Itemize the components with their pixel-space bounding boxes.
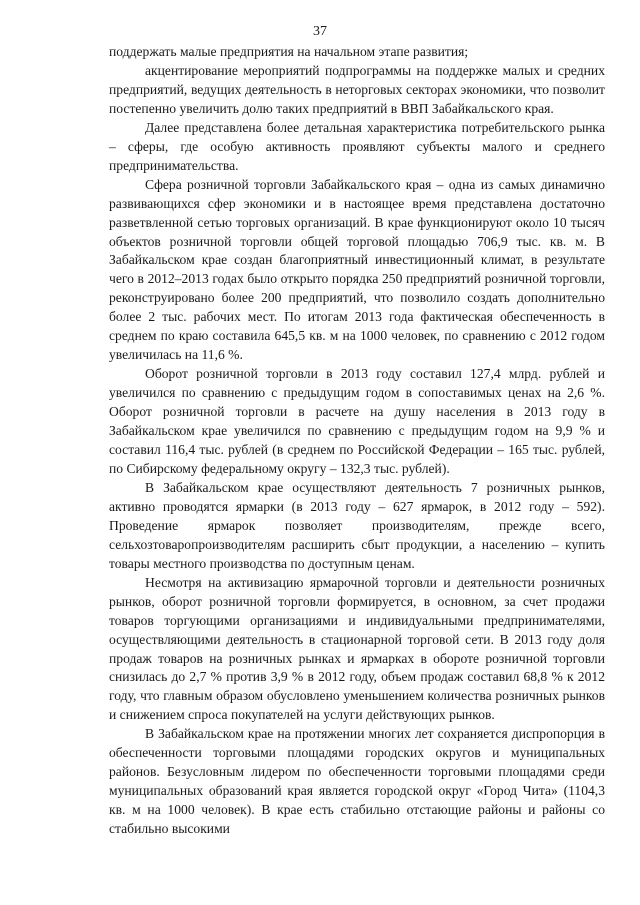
paragraph-retail-space-disproportion: В Забайкальском крае на протяжении многих лет сохраняется диспропорция в обеспеченности торговыми площадями городских округов и муниципальных районов. Безусловным лидером по обеспеченности торговыми площадями среди муниципальных образований края является городской округ «Город Чита» (1104,3 кв. м на 1000 человек). В крае есть стабильно отстающие районы и районы со стабильно высокими [109, 726, 605, 837]
paragraph-markets-fairs: В Забайкальском крае осуществляют деятельность 7 розничных рынков, активно проводятся ярмарки (в 2013 году – 627 ярмарок, в 2012 году – 592). Проведение ярмарок позволяет производителям, прежде всего, сельхозтоваропроизводителям расширить сбыт продукции, а населению – купить товары местного производства по доступным ценам. [109, 479, 605, 571]
paragraph-subprogram-focus: акцентирование мероприятий подпрограммы на поддержке малых и средних предприятий, ведущих деятельность в неторговых секторах экономики, что позволит постепенно увеличить долю таких предприятий в ВВП Забайкальского края. [109, 62, 605, 116]
paragraph-retail-sphere: Сфера розничной торговли Забайкальского края – одна из самых динамично развивающихся сфер экономики и в настоящее время представлена достаточно разветвленной сетью торговых организаций. В крае функционируют около 10 тысяч объектов розничной торговли общей торговой площадью 706,9 тыс. кв. м. В Забайкальском крае создан благоприятный инвестиционный климат, в результате чего в 2012–2013 годах было открыто порядка 250 предприятий розничной торговли, реконструировано более 200 предприятий, что позволило создать дополнительно более 2 тыс. рабочих мест. По итогам 2013 года фактическая обеспеченность в среднем по краю составила 645,5 кв. м на 1000 человек, по сравнению с 2012 годом увеличилась на 11,6 %. [109, 176, 605, 363]
paragraph-retail-turnover: Оборот розничной торговли в 2013 году составил 127,4 млрд. рублей и увеличился по сравнению с предыдущим годом в сопоставимых ценах на 2,6 %. Оборот розничной торговли в расчете на душу населения в 2013 году в Забайкальском крае увеличился по сравнению с предыдущим годом на 9,9 % и составил 116,4 тыс. рублей (в среднем по Российской Федерации – 165 тыс. рублей, по Сибирскому федеральному округу – 132,3 тыс. рублей). [109, 366, 605, 476]
page-body [109, 43, 605, 839]
paragraph-continuation: поддержать малые предприятия на начальном этапе развития; [109, 44, 469, 59]
paragraph-consumer-market-intro: Далее представлена более детальная характеристика потребительского рынка – сферы, где особую активность проявляют субъекты малого и среднего предпринимательства. [109, 119, 605, 173]
paragraph-turnover-structure: Несмотря на активизацию ярмарочной торговли и деятельности розничных рынков, оборот розничной торговли формируется, в основном, за счет продажи товаров торгующими организациями и индивидуальными предпринимателями, осуществляющими деятельность в стационарной торговой сети. В 2013 году доля продаж товаров на розничных рынках и ярмарках в обороте розничной торговли снизилась до 2,7 % против 3,9 % в 2012 году, объем продаж составил 68,8 % к 2012 году, что главным образом обусловлено уменьшением количества розничных рынков и снижением спроса покупателей на услуги действующих рынков. [109, 574, 605, 723]
page-number: 37 [313, 24, 327, 39]
